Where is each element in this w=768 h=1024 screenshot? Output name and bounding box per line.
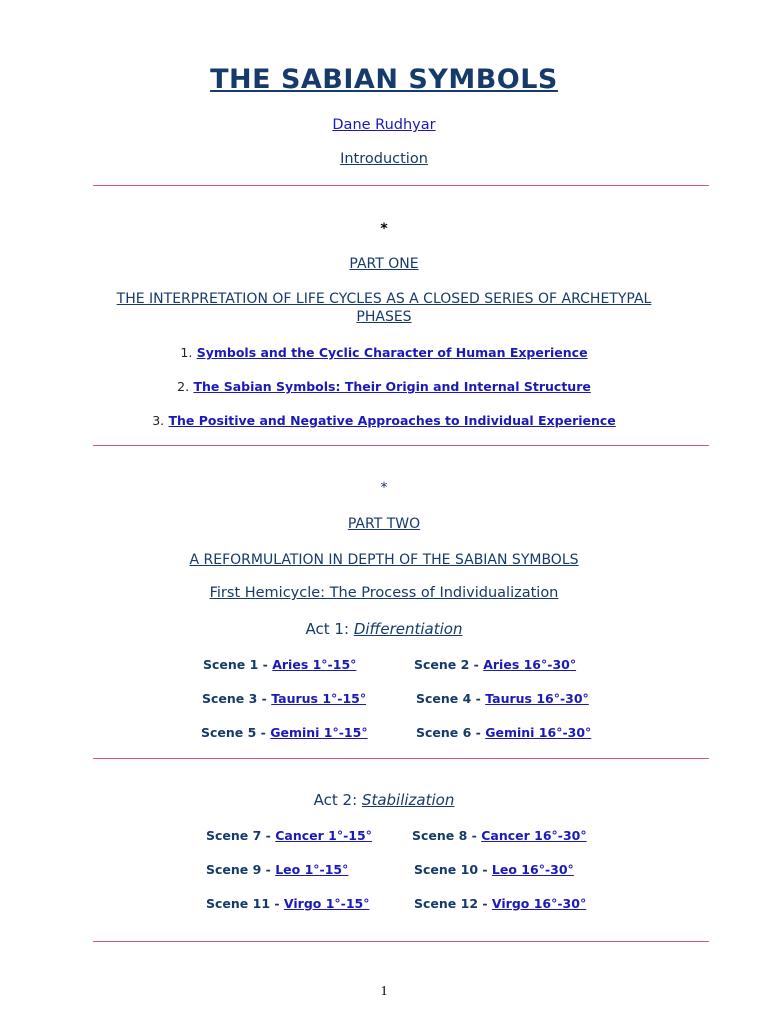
scene-link[interactable]: Gemini 1°-15° (270, 725, 368, 740)
scene-link[interactable]: Taurus 16°-30° (485, 691, 589, 706)
scene-link[interactable]: Taurus 1°-15° (271, 691, 367, 706)
separator-star: * (380, 221, 388, 237)
scene-item: Scene 2 - Aries 16°-30° (414, 657, 577, 672)
scene-item: Scene 11 - Virgo 1°-15° (206, 896, 370, 911)
page-title: THE SABIAN SYMBOLS (210, 64, 558, 95)
part-two-section-link[interactable]: A REFORMULATION IN DEPTH OF THE SABIAN SYMBOLS (189, 552, 579, 568)
toc-item-3: 3. The Positive and Negative Approaches to Individual Experience (152, 413, 616, 428)
divider (93, 758, 709, 759)
scene-link[interactable]: Aries 16°-30° (483, 657, 577, 672)
scene-item: Scene 3 - Taurus 1°-15° (202, 691, 367, 706)
part-two-heading (0, 516, 768, 532)
act-2-heading: Act 2: Stabilization (313, 791, 455, 809)
introduction-line (0, 151, 768, 167)
separator-star: * (380, 480, 388, 496)
scene-link[interactable]: Leo 1°-15° (275, 862, 349, 877)
scene-item: Scene 12 - Virgo 16°-30° (414, 896, 587, 911)
toc-item-1: 1. Symbols and the Cyclic Character of Human Experience (180, 345, 588, 360)
scene-item: Scene 1 - Aries 1°-15° (203, 657, 357, 672)
scene-link[interactable]: Gemini 16°-30° (485, 725, 592, 740)
act-1-name: Differentiation (353, 620, 463, 638)
scene-item: Scene 5 - Gemini 1°-15° (201, 725, 368, 740)
scene-item: Scene 8 - Cancer 16°-30° (412, 828, 587, 843)
toc-link-2[interactable]: The Sabian Symbols: Their Origin and Internal Structure (193, 379, 591, 394)
part-one-link[interactable]: PART ONE (349, 256, 419, 272)
part-one-heading (0, 256, 768, 272)
scene-link[interactable]: Aries 1°-15° (272, 657, 357, 672)
introduction-link[interactable]: Introduction (340, 151, 428, 167)
scene-link[interactable]: Cancer 1°-15° (275, 828, 372, 843)
divider (93, 185, 709, 186)
toc-link-1[interactable]: Symbols and the Cyclic Character of Human Experience (196, 345, 588, 360)
page-number: 1 (380, 984, 388, 999)
scene-item: Scene 6 - Gemini 16°-30° (416, 725, 592, 740)
scene-link[interactable]: Leo 16°-30° (491, 862, 574, 877)
author-line (0, 117, 768, 133)
author-link[interactable]: Dane Rudhyar (332, 117, 436, 133)
hemicycle-heading (0, 585, 768, 601)
divider (93, 941, 709, 942)
scene-link[interactable]: Virgo 1°-15° (283, 896, 370, 911)
hemicycle-link[interactable]: First Hemicycle: The Process of Individualization (209, 585, 559, 601)
scene-item: Scene 7 - Cancer 1°-15° (206, 828, 372, 843)
part-one-section-link[interactable]: THE INTERPRETATION OF LIFE CYCLES AS A CLOSED SERIES OF ARCHETYPAL PHASES (116, 291, 652, 325)
scene-item: Scene 9 - Leo 1°-15° (206, 862, 349, 877)
part-one-subheading (110, 290, 658, 326)
scene-link[interactable]: Virgo 16°-30° (491, 896, 587, 911)
divider (93, 445, 709, 446)
part-two-link[interactable]: PART TWO (347, 516, 421, 532)
part-two-subheading (0, 551, 768, 569)
toc-link-3[interactable]: The Positive and Negative Approaches to Individual Experience (168, 413, 616, 428)
act-2-name: Stabilization (361, 791, 455, 809)
act-1-heading: Act 1: Differentiation (305, 620, 463, 638)
toc-item-2: 2. The Sabian Symbols: Their Origin and Internal Structure (177, 379, 591, 394)
scene-item: Scene 10 - Leo 16°-30° (414, 862, 574, 877)
scene-link[interactable]: Cancer 16°-30° (481, 828, 587, 843)
scene-item: Scene 4 - Taurus 16°-30° (416, 691, 589, 706)
